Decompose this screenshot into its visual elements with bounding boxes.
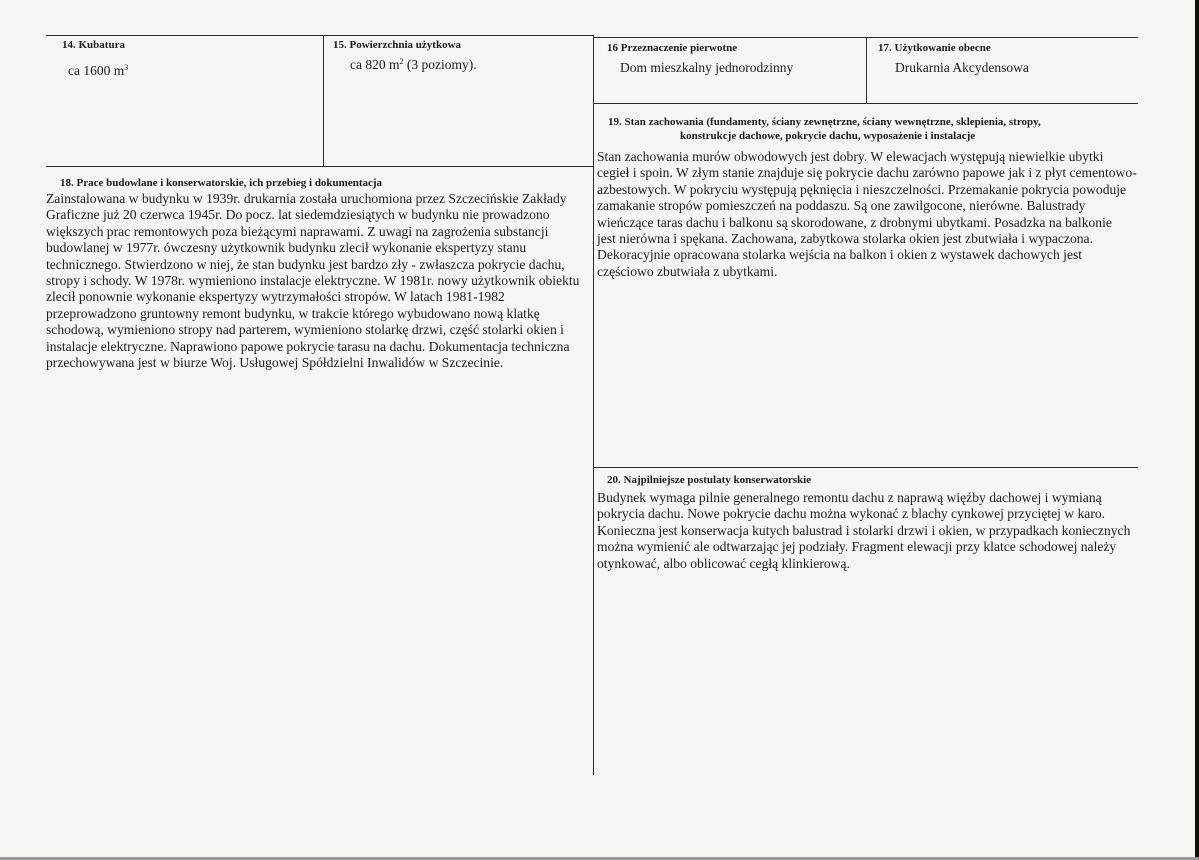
scan-edge-right xyxy=(1195,0,1199,860)
field-14-value xyxy=(68,63,128,79)
field-14-value-unit-exp: 3 xyxy=(124,63,129,72)
field-14-label: 14. Kubatura xyxy=(62,39,125,51)
text-line: Dekoracyjnie opracowana stolarka wejścia na balkon i okien z wystawek dachowych jest xyxy=(597,247,1083,263)
text-line: otynkować, albo oblicować cegłą klinkierową. xyxy=(597,555,850,571)
field-19-label-line1: 19. Stan zachowania (fundamenty, ściany zewnętrzne, ściany wewnętrzne, sklepienia, stropy, xyxy=(608,116,1041,128)
field-20-label: 20. Najpilniejsze postulaty konserwatorskie xyxy=(607,474,812,486)
text-line: schodową, wymieniono stropy nad parterem, wymieniono stolarkę drzwi, część stolarki okien i xyxy=(46,322,564,338)
field-17-value: Drukarnia Akcydensowa xyxy=(895,60,1029,75)
field-18-text xyxy=(46,191,590,371)
text-line: stropy i schody. W 1978r. wymieniono instalacje elektryczne. W 1981r. nowy użytkownik obiektu xyxy=(46,273,580,289)
rule-left-section18 xyxy=(46,166,593,167)
text-line: przeprowadzono gruntowny remont budynku, w trakcie którego wybudowano nową klatkę xyxy=(46,305,540,321)
text-line: częściowo zbutwiała z ubytkami. xyxy=(597,263,778,279)
text-line: azbestowych. W pokryciu występują pęknięcia i nieszczelności. Przemakanie pokrycia powoduje xyxy=(597,181,1127,197)
rule-divider-14-15 xyxy=(323,35,324,166)
text-line: instalacje elektryczne. Naprawiono papowe pokrycie tarasu na dachu. Dokumentacja techniczna xyxy=(46,338,570,354)
text-line: większych prac remontowych poza bieżącymi naprawami. Z uwagi na zagrożenia substancji xyxy=(46,223,549,239)
field-15-value-rest: (3 poziomy). xyxy=(403,57,477,72)
text-line: pokrycia dachu. Nowe pokrycie dachu można wykonać z blachy cynkowej przyciętej w karo. xyxy=(597,506,1106,522)
text-line: zlecił ponownie wykonanie ekspertyzy wytrzymałości stropów. W latach 1981-1982 xyxy=(46,289,505,305)
field-15-value-main: ca 820 m xyxy=(350,57,400,72)
field-14-value-main: ca 1600 m xyxy=(68,63,125,78)
rule-top-left xyxy=(46,35,593,36)
text-line: Konieczna jest konserwacja kutych balustrad i stolarki drzwi i okien, w przypadkach koniecznych xyxy=(597,522,1131,538)
text-line: Stan zachowania murów obwodowych jest dobry. W elewacjach występują niewielkie ubytki xyxy=(597,149,1104,164)
text-line: cegieł i spoin. W złym stanie znajduje się pokrycie dachu zarówno papowe jak i z płyt cementowo- xyxy=(597,165,1137,181)
text-line: zamakanie stropów pomieszczeń na poddaszu. Są one zawilgocone, nierówne. Balustrady xyxy=(597,198,1086,214)
text-line: Zainstalowana w budynku w 1939r. drukarnia została uruchomiona przez Szczecińskie Zakłady xyxy=(46,191,567,206)
text-line: Budynek wymaga pilnie generalnego remontu dachu z naprawą więźby dachowej i wymianą xyxy=(597,490,1102,505)
text-line: wieńczące taras dachu i balkonu są skorodowane, z drobnymi ubytkami. Posadzka na balkonie xyxy=(597,214,1112,230)
field-15-value-unit-exp: 2 xyxy=(399,57,404,66)
field-15-label: 15. Powierzchnia użytkowa xyxy=(333,39,462,51)
rule-divider-16-17 xyxy=(866,37,867,103)
field-16-value: Dom mieszkalny jednorodzinny xyxy=(620,60,794,75)
rule-divider-main xyxy=(593,35,594,775)
field-17-label: 17. Użytkowanie obecne xyxy=(878,42,991,54)
rule-right-upper xyxy=(593,103,1138,104)
field-16-label: 16 Przeznaczenie pierwotne xyxy=(607,42,738,54)
text-line: można wymienić ale odtwarzając jej podziały. Fragment elewacji przy klatce schodowej należy xyxy=(597,539,1117,555)
field-19-label-line2: konstrukcje dachowe, pokrycie dachu, wyposażenie i instalacje xyxy=(680,130,976,142)
field-15-value xyxy=(350,57,477,73)
field-18-label: 18. Prace budowlane i konserwatorskie, ich przebieg i dokumentacja xyxy=(60,177,383,189)
text-line: Graficzne już 20 czerwca 1945r. Do pocz. lat siedemdziesiątych w budynku nie prowadzono xyxy=(46,207,550,223)
text-line: jest nierówna i spękana. Zachowana, zabytkowa stolarka okien jest zbutwiała i wypaczona. xyxy=(597,231,1093,247)
text-line: przechowywana jest w biurze Woj. Usługowej Spółdzielni Inwalidów w Szczecinie. xyxy=(46,355,504,371)
rule-right-section20 xyxy=(593,467,1138,468)
text-line: budowlanej w 1977r. ówczesny użytkownik budynku zlecił wykonanie ekspertyzy stanu xyxy=(46,240,527,256)
text-line: technicznego. Stwierdzono w niej, że stan budynku jest bardzo zły - zwłaszcza pokrycie dachu, xyxy=(46,256,565,272)
field-20-text xyxy=(597,490,1137,572)
field-19-text xyxy=(597,149,1137,280)
